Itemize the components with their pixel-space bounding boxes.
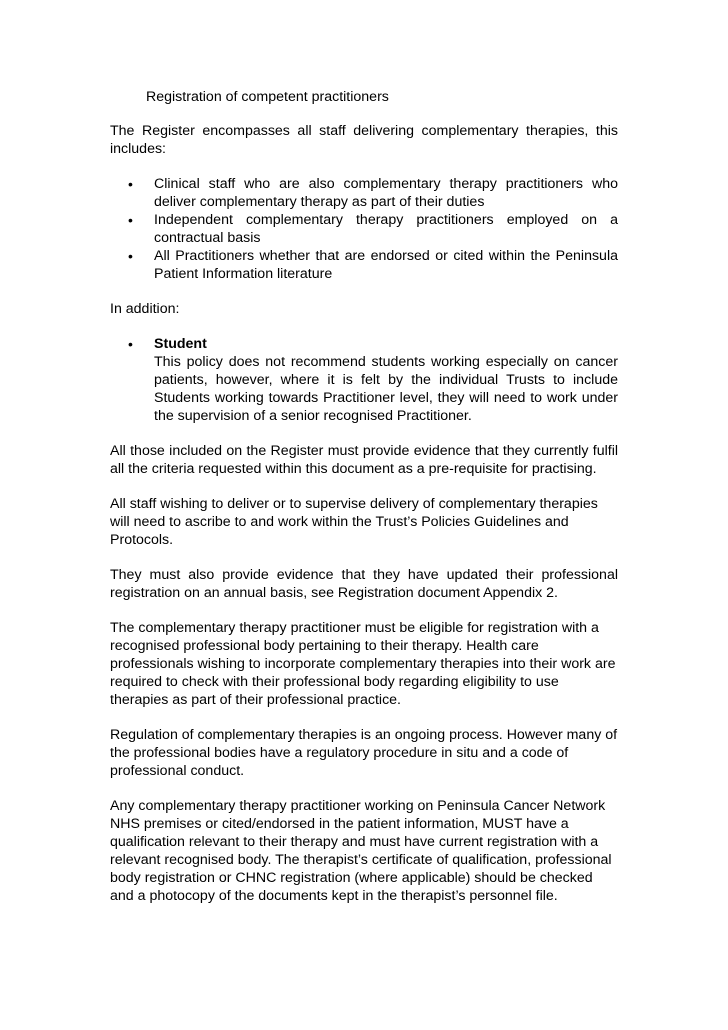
- student-list: [110, 335, 618, 425]
- practitioner-list: [110, 175, 618, 283]
- paragraph: They must also provide evidence that they have updated their professional registration on an annual basis, see Registration document Appendix 2.: [110, 567, 618, 601]
- list-item: [110, 211, 618, 247]
- list-item: [110, 175, 618, 211]
- list-item-text: Clinical staff who are also complementary therapy practitioners who deliver complementary therapy as part of their duties: [154, 176, 618, 210]
- intro-paragraph: The Register encompasses all staff delivering complementary therapies, this includes:: [110, 123, 618, 157]
- paragraph: The complementary therapy practitioner must be eligible for registration with a recognised professional body pertaining to their therapy. Health care professionals wishing to incorporate complementary therapies into their work are required to check with their professional body regarding eligibility to use therapies as part of their professional practice.: [110, 620, 616, 708]
- student-title: Student: [154, 336, 207, 352]
- paragraph: Regulation of complementary therapies is an ongoing process. However many of the professional bodies have a regulatory procedure in situ and a code of professional conduct.: [110, 727, 618, 779]
- section-heading: Registration of competent practitioners: [146, 89, 389, 105]
- list-item: [110, 247, 618, 283]
- paragraph: All staff wishing to deliver or to supervise delivery of complementary therapies will need to ascribe to and work within the Trust’s Policies Guidelines and Protocols.: [110, 496, 598, 548]
- student-text: This policy does not recommend students working especially on cancer patients, however, where it is felt by the individual Trusts to include Students working towards Practitioner level, they will need to work under the supervision of a senior recognised Practitioner.: [154, 354, 618, 424]
- bullet-icon: •: [128, 212, 133, 228]
- document-body: [110, 88, 618, 922]
- bullet-icon: •: [128, 176, 133, 192]
- bullet-icon: •: [128, 248, 133, 264]
- list-item-text: All Practitioners whether that are endorsed or cited within the Peninsula Patient Information literature: [154, 248, 618, 282]
- bullet-icon: •: [128, 336, 133, 352]
- in-addition-label: In addition:: [110, 301, 180, 317]
- list-item: [110, 335, 618, 425]
- paragraph: All those included on the Register must provide evidence that they currently fulfil all the criteria requested within this document as a pre-requisite for practising.: [110, 443, 618, 477]
- list-item-text: Independent complementary therapy practitioners employed on a contractual basis: [154, 212, 618, 246]
- paragraph: Any complementary therapy practitioner working on Peninsula Cancer Network NHS premises or cited/endorsed in the patient information, MUST have a qualification relevant to their therapy and must have current registration with a relevant recognised body. The therapist’s certificate of qualification, professional body registration or CHNC registration (where applicable) should be checked and a photocopy of the documents kept in the therapist’s personnel file.: [110, 798, 612, 904]
